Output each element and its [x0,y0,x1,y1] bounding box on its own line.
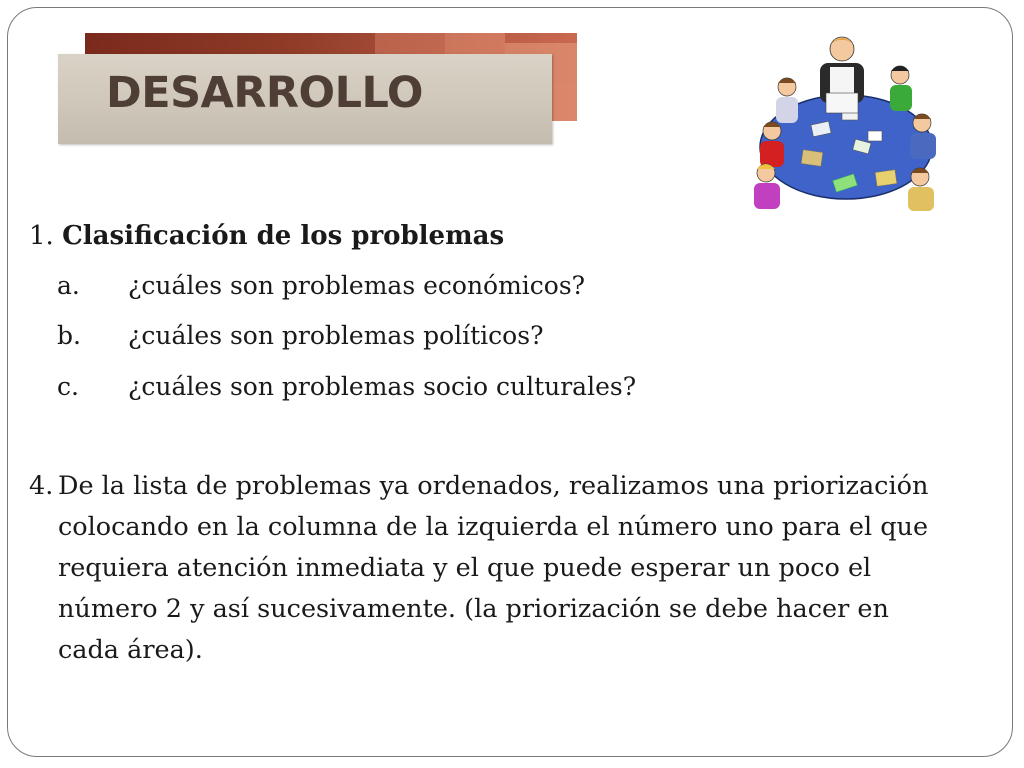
instruction-paragraph [29,466,1004,671]
paragraph-line: número 2 y así sucesivamente. (la priorización se debe hacer en [58,594,889,624]
person-bottom-right [908,168,934,211]
paragraph-line: colocando en la columna de la izquierda el número uno para el que [58,512,929,542]
slide-title: DESARROLLO [106,68,423,118]
list-item-text: ¿cuáles son problemas económicos? [128,271,586,300]
person-green [890,66,912,111]
list-item [57,268,585,304]
list-item-text: ¿cuáles son problemas socio culturales? [128,372,637,401]
list-item [57,318,543,354]
section-number: 1. [29,221,54,251]
paragraph-line: requiera atención inmediata y el que puede esperar un poco el [58,553,872,583]
paragraph-number: 4. [29,471,54,501]
list-item-marker: c. [57,372,79,401]
standing-person [820,37,864,113]
paragraph-line: 4. De la lista de problemas ya ordenados, realizamos una priorización [29,466,1004,507]
person-left-top [776,78,798,123]
list-item-marker: a. [57,271,80,300]
section-heading-text: Clasificación de los problemas [62,221,505,251]
list-item [57,369,636,405]
list-item-marker: b. [57,321,81,350]
meeting-table-illustration [742,31,948,217]
person-red [760,122,784,167]
paragraph-line: cada área). [58,635,203,665]
person-right-middle [910,114,936,159]
list-item-text: ¿cuáles son problemas políticos? [128,321,544,350]
section-heading [29,218,504,254]
